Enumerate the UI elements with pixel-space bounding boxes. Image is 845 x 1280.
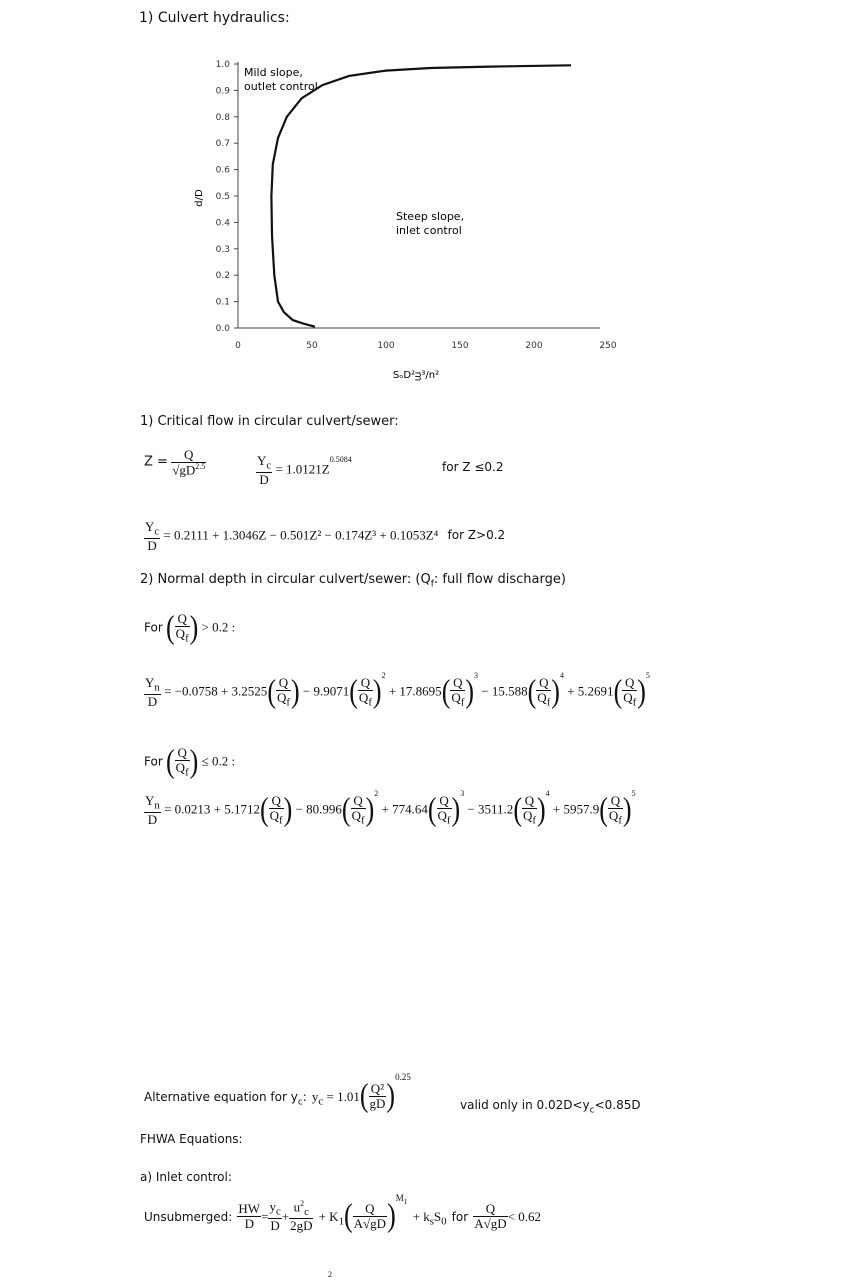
ratio-qf2 [175, 761, 190, 779]
x-axis-ticks [235, 341, 617, 351]
alt-valid-end: <0.85D [594, 1098, 641, 1112]
eq1-y: Y [257, 453, 267, 468]
cond-le-text: ≤ 0.2 : [201, 753, 236, 769]
qq-ratio-term: ( $\frac{Q}{Q_f}$ )$^2$ [349, 670, 386, 710]
x-axis-label: SₒD²ᴟ³/n² [392, 370, 440, 381]
qq-ratio-term: ( $\frac{Q}{Q_f}$ )$^2$ [341, 788, 379, 828]
fhwa-unsubmerged-eq: Unsubmerged: $\frac{HW}{D}$ = $\frac{y_c}{D}$ + $\frac{u^2_c}{2gD}$ + $K_1$( $\frac{Q}{A√gD}$ )$^{M_1} + k_sS_0$ for $\frac{Q}{A√gD}$ < 0.62 [144, 1192, 542, 1234]
x-tick-label: 150 [451, 341, 469, 351]
eq2-y-sub: c [154, 525, 160, 538]
hw-frac [237, 1202, 261, 1230]
x-tick-label: 0 [235, 341, 241, 351]
z-den [171, 463, 206, 477]
x-tick-label: 100 [377, 341, 395, 351]
cond-den: A√gD [474, 1215, 507, 1231]
qq-ratio-term: ( $\frac{Q}{Q_f}$ )$^5$ [613, 670, 650, 710]
poly-coefficient: − 15.588 [478, 683, 528, 699]
qa-num: Q [353, 1202, 387, 1217]
annotation-mild-1: Mild slope, [244, 66, 303, 79]
m1 [395, 1192, 408, 1206]
alt-valid-sub: c [589, 1105, 595, 1116]
ratio-qf2-base: Q [175, 759, 186, 775]
normal-depth-eq-a [144, 670, 650, 710]
yc-y: y [269, 1199, 276, 1215]
k1-base: + K [318, 1208, 339, 1224]
k1 [318, 1208, 344, 1228]
eq1 [256, 454, 352, 487]
qq-ratio-term: ( $\frac{Q}{Q_f}$ )$^4$ [527, 670, 564, 710]
page-heading: 1) Culvert hydraulics: [139, 10, 290, 26]
fhwa-lt: < 0.62 [507, 1208, 542, 1224]
qq-ratio-term: ( $\frac{Q}{Q_f}$ )$^3$ [427, 788, 465, 828]
alt-label-sub: c [297, 1097, 303, 1108]
yc-sub: c [275, 1205, 281, 1218]
yn-over-d: $\frac{Y_n}{D}$ [145, 793, 160, 827]
alt-den: gD [369, 1095, 386, 1111]
ks-so [412, 1208, 447, 1228]
y-tick-label: 0.9 [215, 86, 230, 97]
eq1-rhs: = 1.0121Z [275, 461, 330, 477]
poly-coefficient: + 5.2691 [563, 683, 614, 699]
curve-series-line [271, 65, 571, 326]
eq1-lhs [256, 454, 272, 487]
uc-frac [289, 1200, 313, 1233]
y-tick-label: 0.6 [215, 165, 230, 176]
x-tick-label: 200 [525, 341, 543, 351]
y-axis-ticks [216, 60, 238, 334]
y-tick-label: 0.5 [215, 192, 230, 202]
annotation-steep-2: inlet control [396, 224, 462, 237]
eq1-y-sub: c [266, 459, 272, 472]
so-base: S [433, 1208, 442, 1224]
culvert-chart [180, 50, 640, 390]
alt-valid [460, 1098, 641, 1115]
uc-num [289, 1200, 313, 1219]
ratio-qf-sub: f [185, 632, 189, 645]
alt-exp: 0.25 [395, 1072, 411, 1083]
annotation-mild-2: outlet control [244, 80, 318, 93]
z-fraction [171, 448, 206, 477]
cutoff-exp: 2 [328, 1270, 332, 1279]
yn-over-d: $\frac{Y_n}{D}$ [145, 675, 160, 709]
alt-lhs-sub: c [318, 1095, 324, 1108]
cond-gt-for: For [144, 620, 163, 635]
ratio-q: Q [175, 612, 190, 627]
ratio-q2: Q [175, 746, 190, 761]
q-over-a [353, 1202, 387, 1230]
x-tick-label: 250 [599, 341, 617, 351]
poly-coefficient: + 774.64 [378, 801, 428, 817]
cond-gt: For ( $\frac{Q}{Q_f}$ ) > 0.2 : [144, 609, 236, 646]
y-tick-label: 0.7 [215, 139, 230, 150]
alt-label-text: Alternative equation for y [144, 1089, 298, 1104]
qq-ratio-term: ( $\frac{Q}{Q_f}$ )$^3$ [441, 670, 479, 710]
ratio-qf [175, 627, 190, 645]
unsub-label: Unsubmerged: [144, 1209, 233, 1224]
uc-u: u [293, 1199, 301, 1215]
hw-den: D [244, 1215, 254, 1231]
poly-coefficient: − 9.9071 [299, 683, 350, 699]
annotation-steep-1: Steep slope, [396, 210, 465, 223]
cond-le-ratio [175, 746, 190, 779]
alt-valid-text: valid only in 0.02D<y [460, 1098, 590, 1112]
x-tick-label: 50 [306, 341, 318, 351]
z-label: Z = [144, 454, 168, 470]
inlet-control-title: a) Inlet control: [140, 1170, 232, 1184]
poly-coefficient: = −0.0758 + 3.2525 [160, 683, 268, 699]
z-definition [144, 448, 206, 477]
y-tick-label: 0.3 [215, 244, 230, 255]
eq2-rhs: = 0.2111 + 1.3046Z − 0.501Z² − 0.174Z³ + 0.1053Z⁴ [163, 527, 439, 543]
so-sub: 0 [441, 1215, 447, 1228]
eq2-y: Y [145, 519, 155, 534]
fhwa-for: for [451, 1209, 469, 1224]
alt-equation: Alternative equation for $y_c$: $y_c = 1.01$( $\frac{\text{Q²}}{gD}$ )$^{0.25}$ [144, 1072, 411, 1114]
yc-frac [268, 1200, 281, 1233]
fhwa-title: FHWA Equations: [140, 1132, 243, 1146]
eq2-condition: for Z>0.2 [447, 528, 506, 543]
alt-num: Q² [369, 1082, 387, 1097]
eq2-lhs-num [144, 520, 160, 539]
ks-sub: s [429, 1215, 434, 1228]
cond-gt-ratio [175, 612, 190, 645]
sec1-title: 1) Critical flow in circular culvert/sewer: [140, 414, 399, 429]
m1-sub: 1 [403, 1196, 408, 1206]
y-axis-label: d/D [194, 189, 205, 207]
eq2-lhs-den: D [147, 537, 157, 553]
z-num: Q [171, 448, 206, 463]
qq-ratio-term: ( $\frac{Q}{Q_f}$ )$^4$ [513, 788, 550, 828]
yc-num [268, 1200, 281, 1219]
y-tick-label: 0.8 [215, 112, 230, 123]
cond-le-for: For [144, 754, 163, 769]
qq-ratio-term: ( $\frac{Q}{Q_f}$ ) [259, 791, 293, 828]
y-tick-label: 0.0 [215, 324, 230, 334]
cond-le: For ( $\frac{Q}{Q_f}$ ) ≤ 0.2 : [144, 743, 236, 780]
yc-den: D [270, 1218, 280, 1234]
alt-rhs: = 1.01 [326, 1088, 360, 1104]
cond-num: Q [473, 1202, 507, 1217]
poly-coefficient: − 80.996 [292, 801, 342, 817]
y-tick-label: 0.4 [215, 218, 230, 229]
alt-lhs-y: y [311, 1088, 319, 1104]
y-tick-label: 0.2 [215, 271, 230, 282]
ks-base: + k [412, 1208, 430, 1224]
ratio-qf2-sub: f [185, 766, 189, 779]
eq2-lhs [144, 520, 160, 553]
qa-den: A√gD [353, 1215, 387, 1231]
z-den-exp: 2.5 [195, 461, 206, 471]
alt-label-colon: : [302, 1089, 307, 1104]
eq1-lhs-num [256, 454, 272, 473]
hw-num: HW [238, 1201, 261, 1217]
m1-base: M [395, 1192, 404, 1203]
eq1-exp: 0.5084 [329, 454, 352, 464]
sec2-title-sub: f [430, 579, 434, 590]
eq1-condition: for Z ≤0.2 [442, 460, 504, 474]
y-tick-label: 0.1 [215, 297, 230, 308]
eq2 [144, 520, 505, 553]
cond-frac [473, 1202, 507, 1230]
cond-gt-text: > 0.2 : [201, 619, 236, 635]
z-den-base: √gD [172, 461, 196, 477]
sec2-title-start: 2) Normal depth in circular culvert/sewer: (Q [140, 572, 431, 587]
uc-sub: c [304, 1205, 309, 1218]
qq-ratio-term: ( $\frac{Q}{Q_f}$ ) [267, 673, 300, 710]
poly-coefficient: = 0.0213 + 5.1712 [160, 801, 260, 817]
poly-coefficient: + 5957.9 [549, 801, 600, 817]
ratio-qf-base: Q [175, 625, 186, 641]
poly-coefficient: + 17.8695 [385, 683, 442, 699]
qq-ratio-term: ( $\frac{Q}{Q_f}$ )$^5$ [599, 788, 636, 828]
k1-sub: 1 [338, 1215, 344, 1228]
alt-lhs [311, 1088, 360, 1108]
uc-exp: 2 [300, 1199, 305, 1208]
alt-label [144, 1089, 307, 1108]
poly-coefficient: − 3511.2 [464, 801, 514, 817]
normal-depth-eq-b [144, 788, 636, 828]
sec2-title [140, 572, 566, 590]
alt-fraction [369, 1082, 387, 1110]
eq1-lhs-den: D [259, 471, 269, 487]
y-tick-label: 1.0 [215, 60, 230, 70]
uc-den: 2gD [290, 1218, 313, 1234]
sec2-title-end: : full flow discharge) [433, 572, 566, 587]
